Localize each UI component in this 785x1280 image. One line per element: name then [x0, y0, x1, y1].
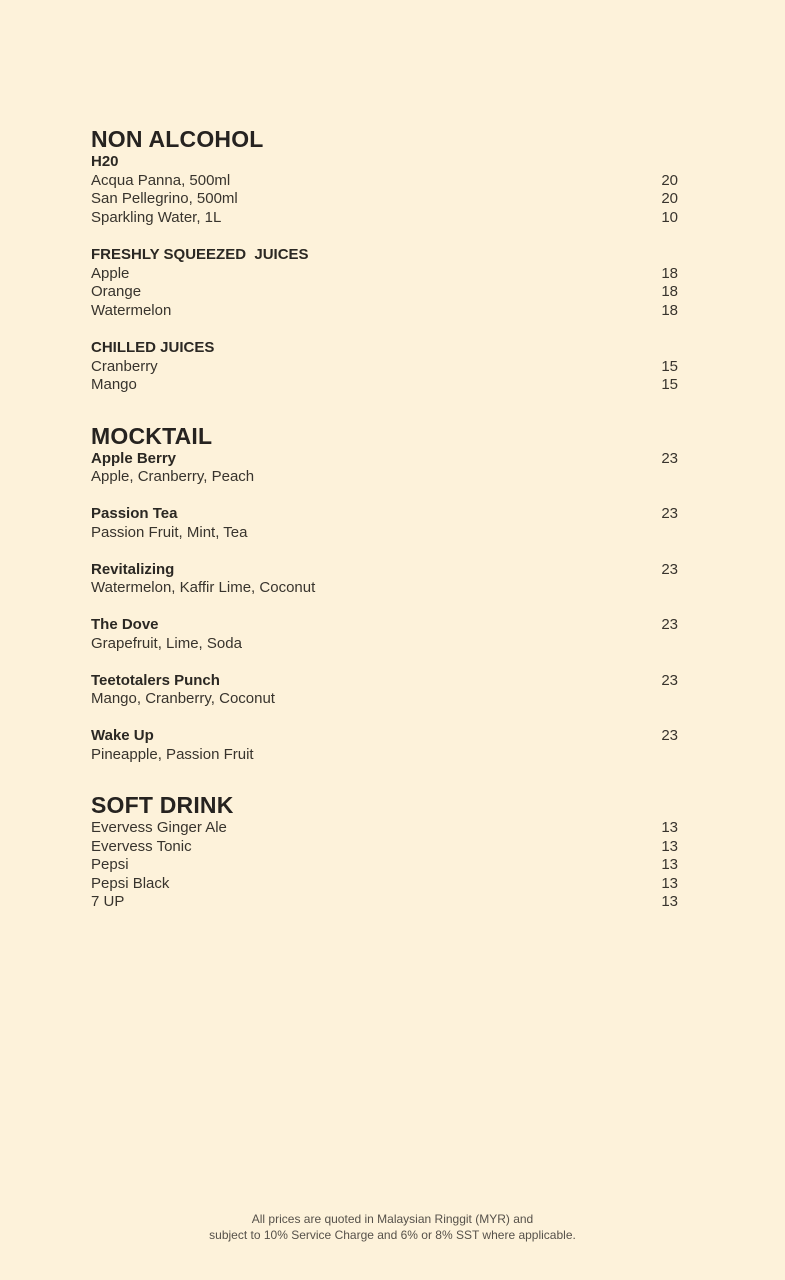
item-price: 20: [661, 190, 678, 207]
item-name: Wake Up: [91, 727, 154, 744]
disclaimer-line-2: subject to 10% Service Charge and 6% or 8% SST where applicable.: [209, 1227, 576, 1242]
section-mocktail: [91, 423, 678, 765]
group-heading: CHILLED JUICES: [91, 339, 215, 356]
mocktail-entry: [91, 672, 678, 709]
menu-item: [91, 358, 678, 377]
section-title: MOCKTAIL: [91, 422, 213, 449]
group-freshly-squeezed-juices: [91, 246, 678, 320]
item-description: Passion Fruit, Mint, Tea: [91, 523, 248, 541]
menu-item: [91, 727, 678, 746]
item-price: 20: [661, 171, 678, 189]
item-name: Revitalizing: [91, 560, 175, 578]
group-h20: [91, 153, 678, 227]
item-name: Pepsi Black: [91, 874, 170, 892]
group-heading: FRESHLY SQUEEZED JUICES: [91, 246, 309, 263]
item-description: Watermelon, Kaffir Lime, Coconut: [91, 579, 316, 596]
menu-item: [91, 856, 678, 875]
item-description: Mango, Cranberry, Coconut: [91, 690, 275, 707]
item-price: 23: [661, 671, 678, 689]
item-price: 23: [661, 505, 678, 522]
menu-item: [91, 616, 678, 635]
item-name: The Dove: [91, 616, 159, 633]
item-price: 23: [661, 560, 678, 578]
item-price: 13: [661, 856, 678, 873]
disclaimer-line-1: All prices are quoted in Malaysian Ringgit (MYR) and: [251, 1212, 534, 1226]
group-chilled-juices: [91, 339, 678, 395]
drinks-menu: [91, 126, 678, 912]
item-name: Teetotalers Punch: [91, 671, 220, 689]
section-title: NON ALCOHOL: [91, 126, 264, 152]
item-name: Sparkling Water, 1L: [91, 208, 222, 226]
menu-item: [91, 838, 678, 857]
menu-item: [91, 209, 678, 228]
menu-item: [91, 561, 678, 580]
item-description: Apple, Cranberry, Peach: [91, 468, 255, 485]
item-price: 15: [661, 376, 678, 393]
menu-item: [91, 450, 678, 469]
menu-item: [91, 190, 678, 209]
group-heading: H20: [91, 153, 119, 170]
item-price: 18: [661, 283, 678, 300]
soft-drink-items: [91, 819, 678, 912]
menu-item: [91, 819, 678, 838]
menu-item: [91, 283, 678, 302]
item-name: Acqua Panna, 500ml: [91, 171, 231, 189]
menu-item: [91, 265, 678, 284]
item-name: Mango: [91, 376, 137, 393]
section-non-alcohol: [91, 126, 678, 395]
menu-item: [91, 672, 678, 691]
item-name: Orange: [91, 283, 142, 300]
item-price: 13: [661, 893, 678, 910]
item-price: 13: [661, 819, 678, 836]
menu-item: [91, 376, 678, 395]
mocktail-entry: [91, 616, 678, 653]
menu-item: [91, 302, 678, 321]
mocktail-entry: [91, 505, 678, 542]
item-price: 15: [661, 357, 678, 375]
item-price: 23: [661, 449, 678, 467]
section-title: SOFT DRINK: [91, 792, 234, 818]
mocktail-entry: [91, 727, 678, 764]
mocktail-entry: [91, 561, 678, 598]
item-name: 7 UP: [91, 893, 125, 910]
item-name: San Pellegrino, 500ml: [91, 190, 238, 207]
item-name: Passion Tea: [91, 505, 178, 522]
menu-item: [91, 875, 678, 894]
item-price: 18: [661, 264, 678, 282]
pricing-disclaimer: [0, 1212, 785, 1243]
item-price: 23: [661, 616, 678, 633]
item-name: Cranberry: [91, 357, 158, 375]
item-price: 23: [661, 727, 678, 744]
item-price: 13: [661, 837, 678, 855]
menu-item: [91, 172, 678, 191]
item-description: Grapefruit, Lime, Soda: [91, 634, 242, 652]
item-name: Watermelon: [91, 301, 172, 319]
item-name: Pepsi: [91, 856, 129, 873]
menu-item: [91, 505, 678, 524]
item-price: 13: [661, 874, 678, 892]
item-description: Pineapple, Passion Fruit: [91, 745, 254, 763]
item-price: 18: [661, 301, 678, 319]
item-name: Apple: [91, 264, 130, 282]
item-name: Evervess Ginger Ale: [91, 819, 227, 836]
item-name: Apple Berry: [91, 449, 177, 467]
item-price: 10: [661, 208, 678, 226]
section-soft-drink: [91, 792, 678, 912]
item-name: Evervess Tonic: [91, 837, 192, 855]
menu-item: [91, 893, 678, 912]
mocktail-entry: [91, 450, 678, 487]
